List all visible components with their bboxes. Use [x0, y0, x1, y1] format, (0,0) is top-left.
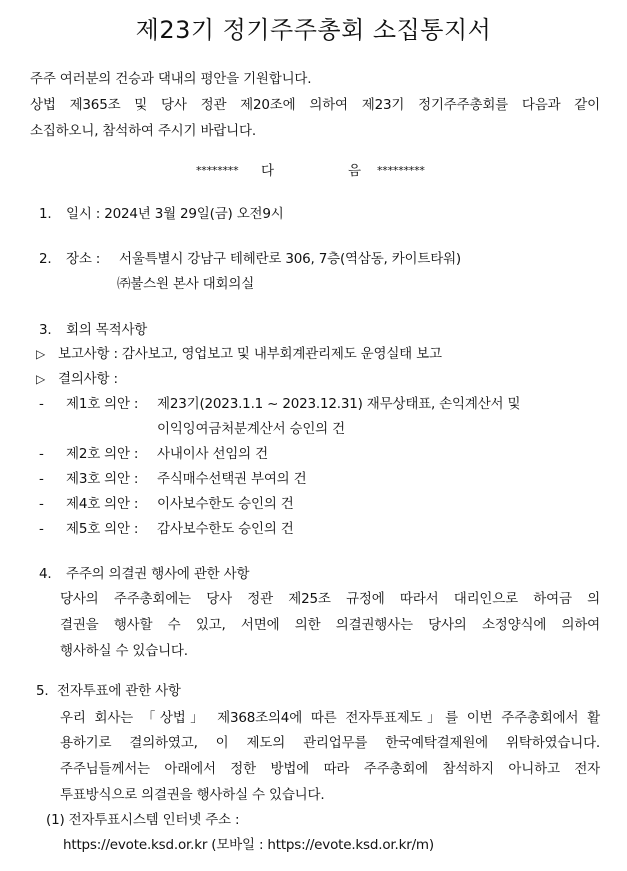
- report-items-text: 보고사항 : 감사보고, 영업보고 및 내부회계관리제도 운영실태 보고: [58, 346, 442, 362]
- agenda-5-label: 제5호 의안 :: [66, 521, 139, 537]
- resolution-triangle-icon: ▷: [36, 372, 46, 386]
- heading-char-eum: 음: [348, 163, 361, 179]
- intro-line-1: 상법 제365조 및 당사 정관 제20조에 의하여 제23기 정기주주총회를 다음과 같이: [30, 97, 600, 113]
- item-4-line-2: 결권을 행사할 수 있고, 서면에 의한 의결권행사는 당사의 소정양식에 의하여: [60, 617, 600, 633]
- item-2-room: ㈜불스원 본사 대회의실: [117, 276, 255, 292]
- item-5-line-1: 우리 회사는 「상법」 제368조의4에 따른 전자투표제도」를 이번 주주총회에서 활: [60, 710, 600, 726]
- agenda-3-text: 주식매수선택권 부여의 건: [157, 471, 307, 487]
- resolution-label: 결의사항 :: [58, 371, 118, 387]
- heading-char-da: 다: [261, 163, 274, 179]
- agenda-4-label: 제4호 의안 :: [66, 496, 139, 512]
- item-4-line-3: 행사하실 수 있습니다.: [60, 643, 188, 659]
- agenda-2-label: 제2호 의안 :: [66, 446, 139, 462]
- item-4-line-1: 당사의 주주총회에는 당사 정관 제25조 규정에 따라서 대리인으로 하여금 의: [60, 591, 600, 607]
- agenda-3-label: 제3호 의안 :: [66, 471, 139, 487]
- item-5-label: 전자투표에 관한 사항: [57, 683, 181, 699]
- item-5-line-4: 투표방식으로 의결권을 행사하실 수 있습니다.: [60, 787, 325, 803]
- agenda-1-text: 제23기(2023.1.1 ~ 2023.12.31) 재무상태표, 손익계산서 및: [157, 396, 521, 412]
- agenda-4-text: 이사보수한도 승인의 건: [157, 496, 294, 512]
- evote-url: https://evote.ksd.or.kr (모바일 : https://evote.ksd.or.kr/m): [63, 837, 434, 853]
- item-4-label: 주주의 의결권 행사에 관한 사항: [66, 566, 250, 582]
- item-2-address: 서울특별시 강남구 테헤란로 306, 7층(역삼동, 카이트타워): [119, 251, 461, 267]
- item-4-number: 4.: [39, 566, 52, 582]
- agenda-5-dash: -: [39, 521, 44, 537]
- item-5-number: 5.: [36, 683, 49, 699]
- agenda-1-dash: -: [39, 396, 44, 412]
- intro-line-2: 소집하오니, 참석하여 주시기 바랍니다.: [30, 123, 256, 139]
- report-triangle-icon: ▷: [36, 347, 46, 361]
- heading-stars-left: ********: [196, 164, 239, 177]
- agenda-3-dash: -: [39, 471, 44, 487]
- item-1-number: 1.: [39, 206, 52, 222]
- agenda-1-label: 제1호 의안 :: [66, 396, 139, 412]
- heading-stars-right: *********: [377, 164, 425, 177]
- item-3-number: 3.: [39, 322, 52, 338]
- greeting-text: 주주 여러분의 건승과 댁내의 평안을 기원합니다.: [30, 71, 312, 87]
- agenda-5-text: 감사보수한도 승인의 건: [157, 521, 294, 537]
- evote-address-label: (1) 전자투표시스템 인터넷 주소 :: [46, 812, 240, 828]
- item-1-datetime: 일시 : 2024년 3월 29일(금) 오전9시: [66, 206, 284, 222]
- item-2-number: 2.: [39, 251, 52, 267]
- agenda-2-dash: -: [39, 446, 44, 462]
- agenda-1-continuation: 이익잉여금처분계산서 승인의 건: [157, 421, 345, 437]
- item-5-line-2: 용하기로 결의하였고, 이 제도의 관리업무를 한국예탁결제원에 위탁하였습니다.: [60, 735, 600, 751]
- item-3-label: 회의 목적사항: [66, 322, 148, 338]
- agenda-2-text: 사내이사 선임의 건: [157, 446, 268, 462]
- item-2-label: 장소 :: [66, 251, 101, 267]
- item-5-line-3: 주주님들께서는 아래에서 정한 방법에 따라 주주총회에 참석하지 아니하고 전자: [60, 761, 600, 777]
- document-title: 제23기 정기주주총회 소집통지서: [135, 16, 492, 44]
- agenda-4-dash: -: [39, 496, 44, 512]
